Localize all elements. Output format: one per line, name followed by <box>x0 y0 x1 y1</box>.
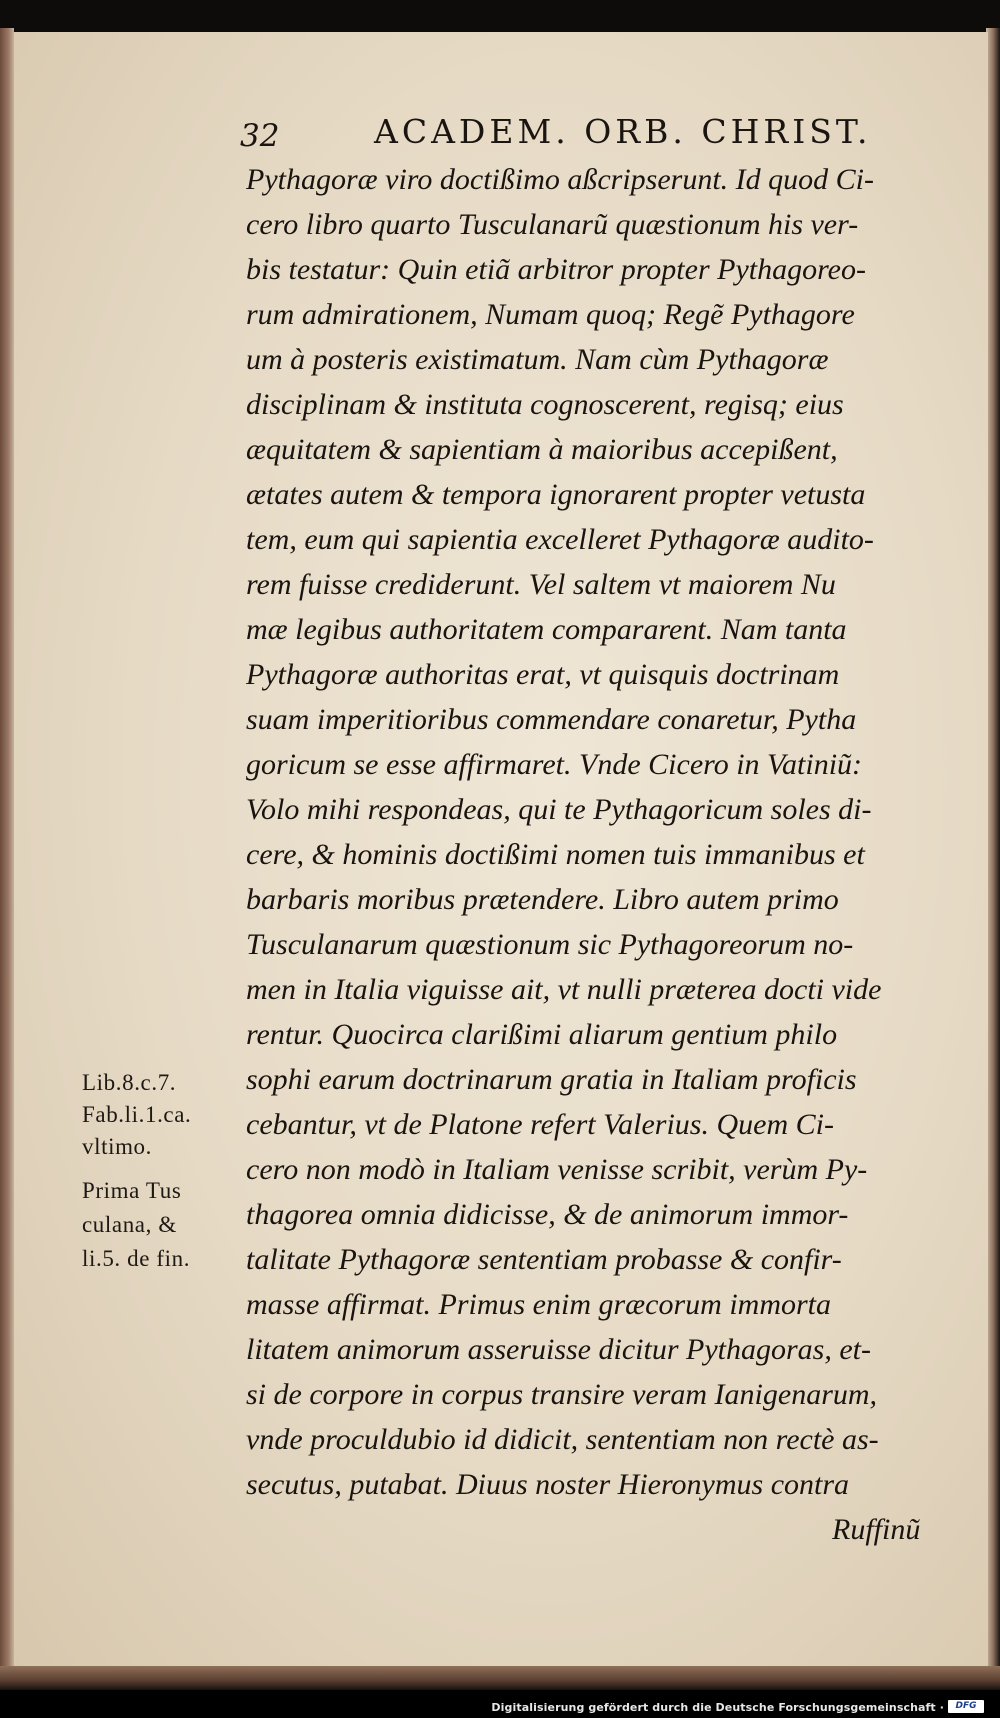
text-line: Pythagoræ viro doctißimo aßcripserunt. Id quod Ci- <box>246 163 875 196</box>
text-line: cere, & hominis doctißimi nomen tuis immanibus et <box>246 838 865 871</box>
running-head: ACADEM. ORB. CHRIST. <box>374 112 872 151</box>
marginal-note: Fab.li.1.ca. <box>82 1102 192 1127</box>
marginal-note: Lib.8.c.7. <box>82 1070 177 1095</box>
marginal-note: li.5. de fin. <box>82 1246 191 1271</box>
text-line: masse affirmat. Primus enim græcorum immorta <box>246 1288 832 1321</box>
text-line: Volo mihi respondeas, qui te Pythagoricum soles di- <box>246 793 872 826</box>
text-line: si de corpore in corpus transire veram Ianigenarum, <box>246 1378 878 1411</box>
text-line: cero non modò in Italiam venisse scribit, verùm Py- <box>246 1153 868 1186</box>
digitization-credit: Digitalisierung gefördert durch die Deutsche Forschungsgemeinschaft · <box>491 1701 944 1714</box>
text-line: ætates autem & tempora ignorarent propter vetusta <box>246 478 866 511</box>
text-line: secutus, putabat. Diuus noster Hieronymus contra <box>246 1468 850 1501</box>
marginal-note: Prima Tus <box>82 1178 182 1203</box>
text-line: thagorea omnia didicisse, & de animorum immor- <box>246 1198 849 1231</box>
text-line: tem, eum qui sapientia excelleret Pythagoræ audito- <box>246 523 874 556</box>
book-spine-edge <box>0 28 14 1670</box>
page-number: 32 <box>240 118 280 154</box>
text-line: sophi earum doctrinarum gratia in Italiam proficis <box>246 1063 857 1096</box>
text-line: Pythagoræ authoritas erat, vt quisquis doctrinam <box>246 658 840 691</box>
book-bottom-edge <box>0 1666 1000 1690</box>
text-line: barbaris moribus prætendere. Libro autem primo <box>246 883 839 916</box>
text-line: æquitatem & sapientiam à maioribus accepißent, <box>246 433 838 466</box>
text-line: Tusculanarum quæstionum sic Pythagoreorum no- <box>246 928 854 961</box>
text-line: cebantur, vt de Platone refert Valerius. Quem Ci- <box>246 1108 834 1141</box>
dfg-logo: DFG <box>948 1700 984 1713</box>
text-line: mæ legibus authoritatem compararent. Nam tanta <box>246 613 847 646</box>
text-line: bis testatur: Quin etiã arbitror propter Pythagoreo- <box>246 253 866 286</box>
marginal-note: vltimo. <box>82 1134 153 1159</box>
marginal-note: culana, & <box>82 1212 177 1237</box>
text-line: men in Italia viguisse ait, vt nulli præterea docti vide <box>246 973 882 1006</box>
text-line: litatem animorum asseruisse dicitur Pythagoras, et- <box>246 1333 871 1366</box>
text-line: disciplinam & instituta cognoscerent, regisq; eius <box>246 388 844 421</box>
page-header <box>240 112 900 162</box>
text-line: suam imperitioribus commendare conaretur, Pytha <box>246 703 857 736</box>
text-line: vnde proculdubio id didicit, sententiam non rectè as- <box>246 1423 879 1456</box>
text-line: rem fuisse crediderunt. Vel saltem vt maiorem Nu <box>246 568 836 601</box>
text-line: talitate Pythagoræ sententiam probasse & confir- <box>246 1243 842 1276</box>
text-line: cero libro quarto Tusculanarũ quæstionum his ver- <box>246 208 859 241</box>
text-line: rentur. Quocirca clarißimi aliarum gentium philo <box>246 1018 838 1051</box>
text-line: um à posteris existimatum. Nam cùm Pythagoræ <box>246 343 829 376</box>
text-line: rum admirationem, Numam quoq; Regẽ Pythagore <box>246 298 855 331</box>
text-line: goricum se esse affirmaret. Vnde Cicero in Vatiniũ: <box>246 748 863 781</box>
book-fore-edge <box>986 28 1000 1670</box>
catchword: Ruffinũ <box>832 1513 921 1546</box>
